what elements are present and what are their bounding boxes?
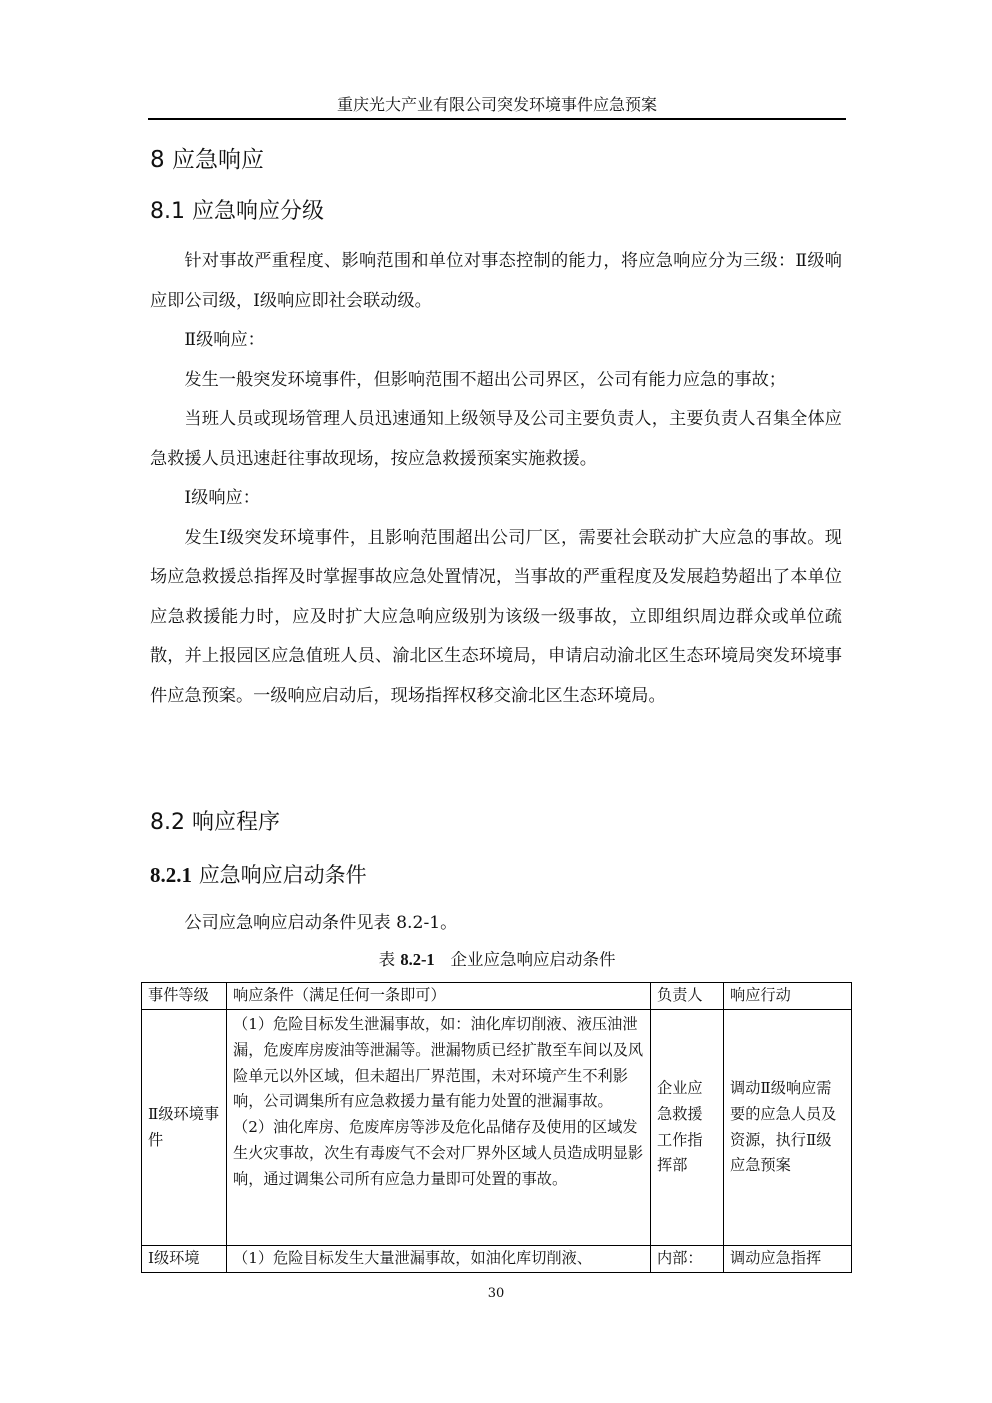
table-caption: 表 8.2-1 企业应急响应启动条件	[378, 950, 616, 969]
paragraph: 当班人员或现场管理人员迅速通知上级领导及公司主要负责人，主要负责人召集全体应急救援人员迅速赶往事故现场，按应急救援预案实施救援。	[150, 409, 842, 469]
table-row	[142, 1010, 852, 1246]
heading-text: 应急响应启动条件	[198, 863, 367, 887]
event-level-cell: Ⅱ级环境事件	[142, 1010, 227, 1246]
heading-section-8: 8 应急响应	[150, 147, 264, 173]
heading-section-8-2-1	[150, 860, 367, 890]
conditions-cell	[227, 1246, 651, 1273]
owner-cell: 内部：	[651, 1246, 724, 1273]
table-reference	[150, 904, 842, 944]
condition-item: （2）油化库房、危废库房等涉及危化品储存及使用的区域发生火灾事故，次生有毒废气不会对厂界外区域人员造成明显影响，通过调集公司所有应急力量即可处置的事故。	[233, 1118, 644, 1188]
heading-section-8-2: 8.2 响应程序	[150, 810, 280, 835]
table-header-cell: 负责人	[651, 983, 724, 1010]
table-header-row	[142, 983, 852, 1010]
paragraph: 公司应急响应启动条件见表 8.2-1。	[184, 913, 458, 933]
event-level-cell: Ⅰ级环境	[142, 1246, 227, 1273]
action-cell: 调动应急指挥	[724, 1246, 852, 1273]
response-conditions-table	[141, 982, 852, 1273]
condition-item: （1）危险目标发生大量泄漏事故，如油化库切削液、	[233, 1249, 592, 1267]
paragraph: Ⅰ级响应：	[184, 488, 260, 508]
paragraph: 发生Ⅰ级突发环境事件，且影响范围超出公司厂区，需要社会联动扩大应急的事故。现场应急救援总指挥及时掌握事故应急处置情况，当事故的严重程度及发展趋势超出了本单位应急救援能力时，应及时扩大应急响应级别为该级一级事故，立即组织周边群众或单位疏散，并上报园区应急值班人员、渝北区生态环境局，申请启动渝北区生态环境局突发环境事件应急预案。一级响应启动后，现场指挥权移交渝北区生态环境局。	[150, 527, 842, 706]
table-header-cell: 事件等级	[142, 983, 227, 1010]
owner-cell: 企业应急救援工作指挥部	[651, 1010, 724, 1246]
table-number: 8.2-1	[400, 950, 435, 969]
condition-item: （1）危险目标发生泄漏事故，如：油化库切削液、液压油泄漏，危废库房废油等泄漏等。泄漏物质已经扩散至车间以及风险单元以外区域，但未超出厂界范围，未对环境产生不利影响，公司调集所有应急救援力量有能力处置的泄漏事故。	[233, 1015, 644, 1111]
heading-number: 8.2.1	[150, 863, 192, 887]
section-8-1-body	[150, 242, 842, 716]
paragraph: 发生一般突发环境事件，但影响范围不超出公司界区，公司有能力应急的事故；	[184, 369, 786, 390]
paragraph: Ⅱ级响应：	[184, 330, 265, 350]
conditions-cell	[227, 1010, 651, 1246]
action-cell: 调动Ⅱ级响应需要的应急人员及资源，执行Ⅱ级应急预案	[724, 1010, 852, 1246]
table-header-cell: 响应条件（满足任何一条即可）	[227, 983, 651, 1010]
page-header-title: 重庆光大产业有限公司突发环境事件应急预案	[336, 95, 657, 114]
heading-section-8-1: 8.1 应急响应分级	[150, 199, 324, 224]
table-row	[142, 1246, 852, 1273]
table-header-cell: 响应行动	[724, 983, 852, 1010]
page-number: 30	[487, 1286, 505, 1301]
paragraph: 针对事故严重程度、影响范围和单位对事态控制的能力，将应急响应分为三级：Ⅱ级响应即公司级，Ⅰ级响应即社会联动级。	[150, 251, 842, 311]
header-rule	[148, 118, 846, 120]
